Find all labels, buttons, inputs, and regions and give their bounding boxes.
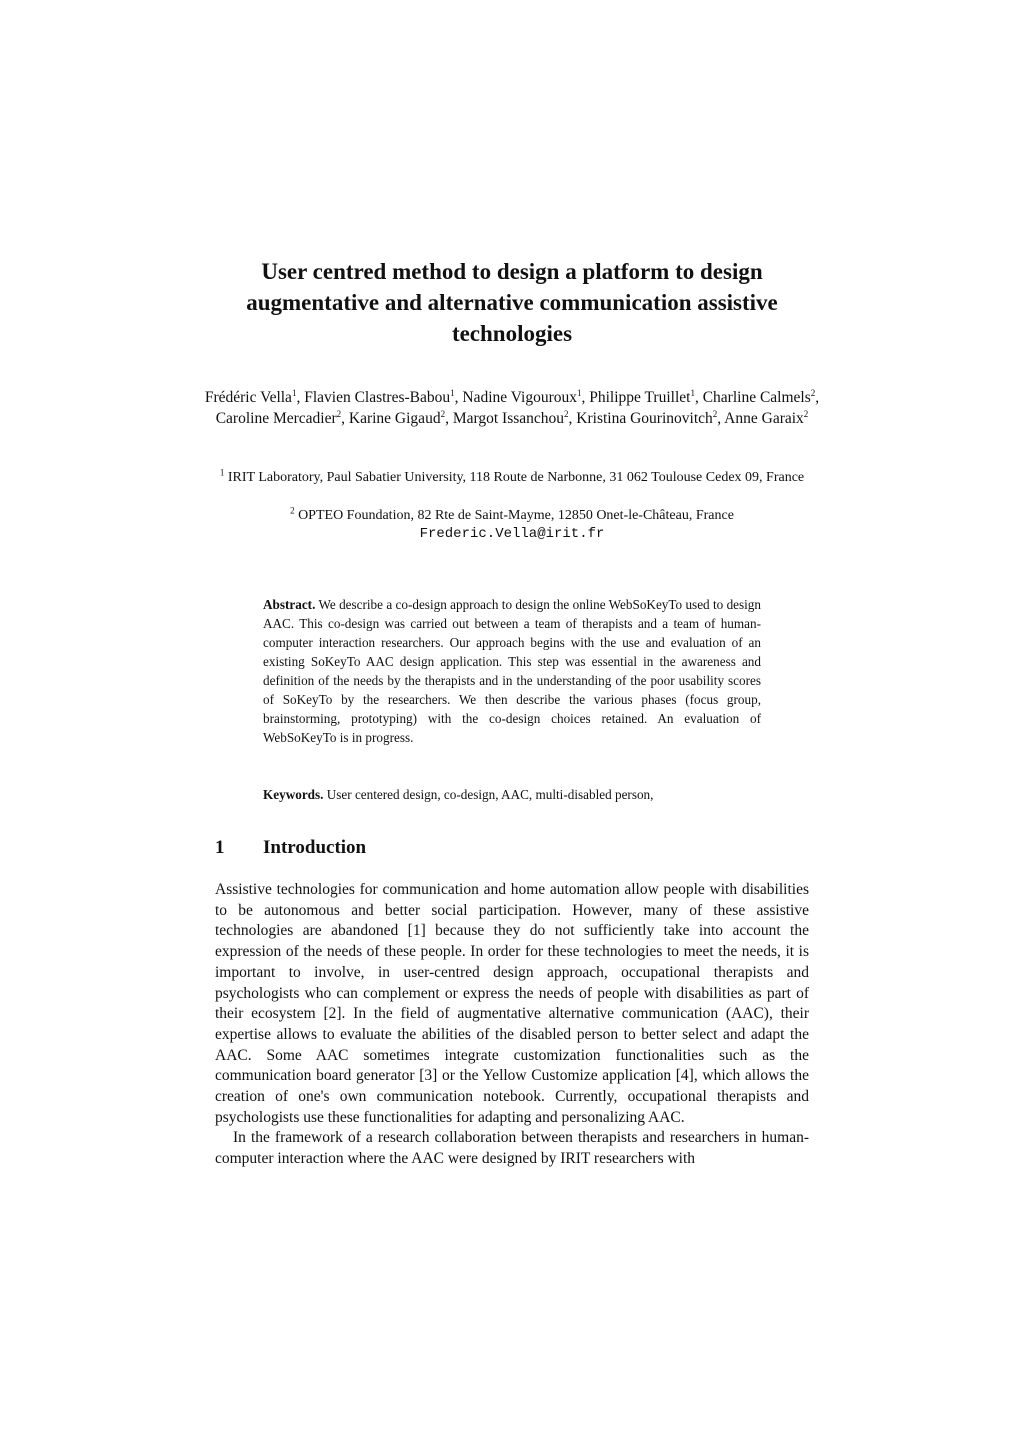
author: Margot Issanchou$^2$, [452,408,577,427]
title-line: User centred method to design a platform to design [261,259,763,284]
author-name: Philippe Truillet [589,389,691,406]
author-name: Charline Calmels [702,389,811,406]
author-name: Caroline Mercadier [215,410,337,427]
author: Caroline Mercadier$^2$, [215,408,349,427]
author [724,410,808,427]
author-name: Flavien Clastres-Babou [304,389,451,406]
affiliation-number: 2 [290,505,295,516]
affiliation-text: IRIT Laboratory, Paul Sabatier University, 118 Route de Narbonne, 31 062 Toulouse Cedex 09, France [227,470,805,485]
keywords-text: User centered design, co-design, AAC, multi-disabled person, [326,787,654,802]
author-name: Frédéric Vella [204,389,292,406]
section-body [215,880,809,1170]
author-name: Nadine Vigouroux [462,389,577,406]
author: Philippe Truillet$^1$, [589,387,703,406]
abstract-label: Abstract. [263,597,316,612]
title-line: augmentative and alternative communication assistive [246,290,778,315]
section-title: Introduction [263,837,367,858]
paper-title [0,256,1024,349]
author: Charline Calmels$^2$, [702,387,820,406]
author: Nadine Vigouroux$^1$, [462,387,590,406]
author-affiliation: 1 [576,387,582,398]
author-list [200,387,824,429]
author-affiliation: 1 [690,387,695,398]
affiliation-2 [200,506,824,525]
author-affiliation: 2 [803,408,809,419]
author: Frédéric Vella$^1$, [204,387,305,406]
author: Kristina Gourinovitch$^2$, [576,408,725,427]
keywords-label: Keywords. [263,787,324,802]
paragraph: Assistive technologies for communication and home automation allow people with disabilities to be autonomous and better social participation. However, many of these assistive technologies are abandoned [1] because they do not sufficiently take into account the expression of the needs of these people. In order for these technologies to meet the needs, it is important to involve, in user-centred design approach, occupational therapists and psychologists who can complement or express the needs of people with disabilities as part of their ecosystem [2]. In the field of augmentative alternative communication (AAC), their expertise allows to evaluate the abilities of the disabled person to better select and adapt the AAC. Some AAC sometimes integrate customization functionalities such as the communication board generator [3] or the Yellow Customize application [4], which allows the creation of one's own communication notebook. Currently, occupational therapists and psychologists use these functionalities for adapting and personalizing AAC. [215,881,809,1126]
author: Karine Gigaud$^2$, [348,408,453,427]
abstract-text: We describe a co-design approach to design the online WebSoKeyTo used to design AAC. This co-design was carried out between a team of therapists and a team of human-computer interaction researchers. Our approach begins with the use and evaluation of an existing SoKeyTo AAC design application. This step was essential in the awareness and definition of the needs by the therapists and in the understanding of the poor usability scores of SoKeyTo by the researchers. We then describe the various phases (focus group, brainstorming, prototyping) with the co-design choices retained. An evaluation of WebSoKeyTo is in progress. [263,597,761,745]
author-name: Anne Garaix [724,410,804,427]
affiliation-number: 1 [219,467,225,478]
affiliation-text: OPTEO Foundation, 82 Rte de Saint-Mayme, 12850 Onet-le-Château, France [298,508,734,523]
section-number: 1 [215,837,225,858]
author-affiliation: 1 [450,387,455,398]
author-affiliation: 2 [440,408,446,419]
abstract [263,595,761,747]
title-line: technologies [451,321,573,346]
author-name: Margot Issanchou [452,410,565,427]
keywords [263,785,823,804]
author: Flavien Clastres-Babou$^1$, [304,387,463,406]
contact-email: Frederic.Vella@irit.fr [419,526,605,542]
section-heading [215,836,366,860]
author-affiliation: 2 [712,408,718,419]
author-name: Karine Gigaud [348,410,441,427]
author-affiliation: 2 [564,408,569,419]
paragraph: In the framework of a research collaboration between therapists and researchers in human-computer interaction where the AAC were designed by IRIT researchers with [215,1129,809,1168]
author-name: Kristina Gourinovitch [576,410,713,427]
author-affiliation: 2 [810,387,816,398]
author-affiliation: 1 [291,387,297,398]
author-affiliation: 2 [336,408,342,419]
affiliation-1 [200,468,824,487]
